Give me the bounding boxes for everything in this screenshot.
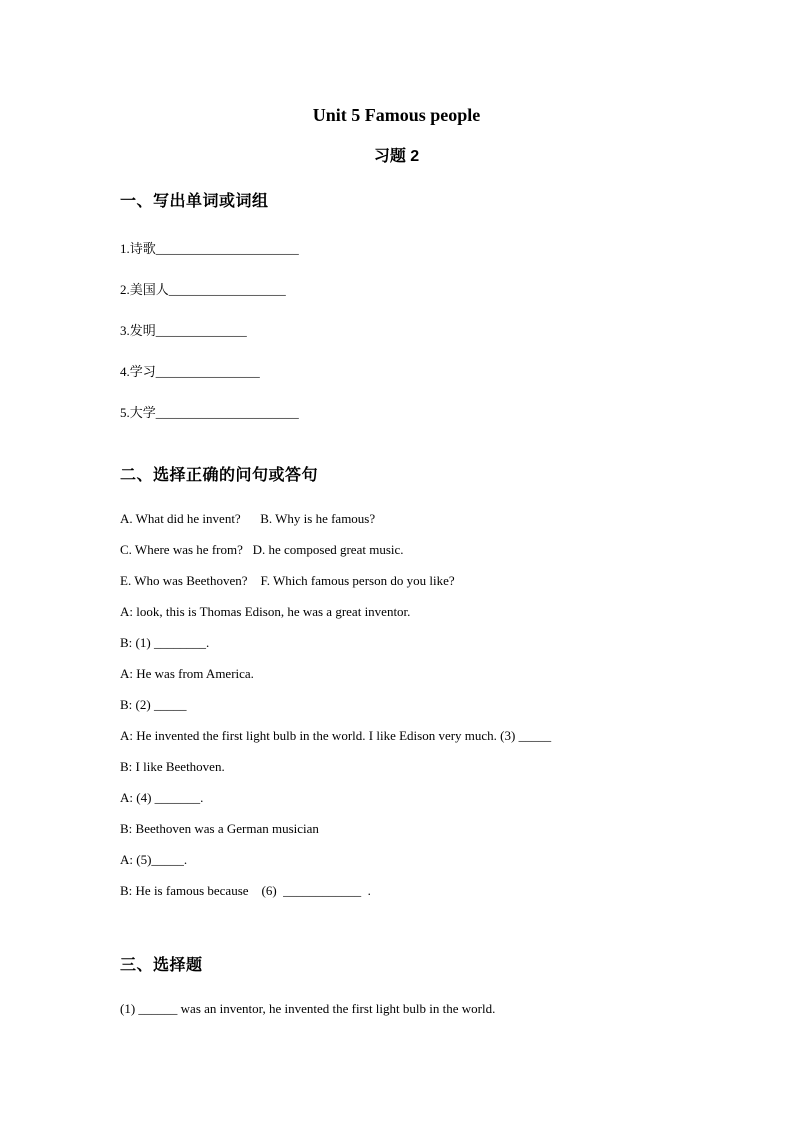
- dialogue-line-10: B: He is famous because (6) ____________ .: [120, 883, 371, 898]
- dialogue-line-1: A: look, this is Thomas Edison, he was a great inventor.: [120, 604, 411, 619]
- dialogue-line-7: A: (4) _______.: [120, 790, 204, 805]
- page-subtitle: 习题 2: [373, 148, 420, 165]
- worksheet-content: [120, 191, 685, 1017]
- section-2-heading: 二、选择正确的问句或答句: [120, 467, 319, 484]
- dialogue-line-3: A: He was from America.: [120, 666, 254, 681]
- dialogue-line-8: B: Beethoven was a German musician: [120, 821, 319, 836]
- choice-question-1: (1) ______ was an inventor, he invented the first light bulb in the world.: [120, 1001, 496, 1016]
- option-line-ef: E. Who was Beethoven? F. Which famous person do you like?: [120, 573, 455, 588]
- section-3-heading: 三、选择题: [120, 957, 203, 974]
- vocab-item-4: 4.学习________________: [120, 364, 260, 379]
- option-line-cd: C. Where was he from? D. he composed great music.: [120, 542, 404, 557]
- dialogue-line-6: B: I like Beethoven.: [120, 759, 225, 774]
- dialogue-line-2: B: (1) ________.: [120, 635, 210, 650]
- dialogue-line-5: A: He invented the first light bulb in the world. I like Edison very much. (3) _____: [120, 728, 552, 743]
- option-line-ab: A. What did he invent? B. Why is he famous?: [120, 511, 376, 526]
- vocab-item-3: 3.发明______________: [120, 323, 247, 338]
- dialogue-line-9: A: (5)_____.: [120, 852, 188, 867]
- vocab-item-2: 2.美国人__________________: [120, 282, 286, 297]
- dialogue-line-4: B: (2) _____: [120, 697, 187, 712]
- section-1-heading: 一、写出单词或词组: [120, 193, 269, 210]
- vocab-item-1: 1.诗歌______________________: [120, 241, 299, 256]
- page-title: Unit 5 Famous people: [312, 105, 481, 125]
- vocab-item-5: 5.大学______________________: [120, 405, 299, 420]
